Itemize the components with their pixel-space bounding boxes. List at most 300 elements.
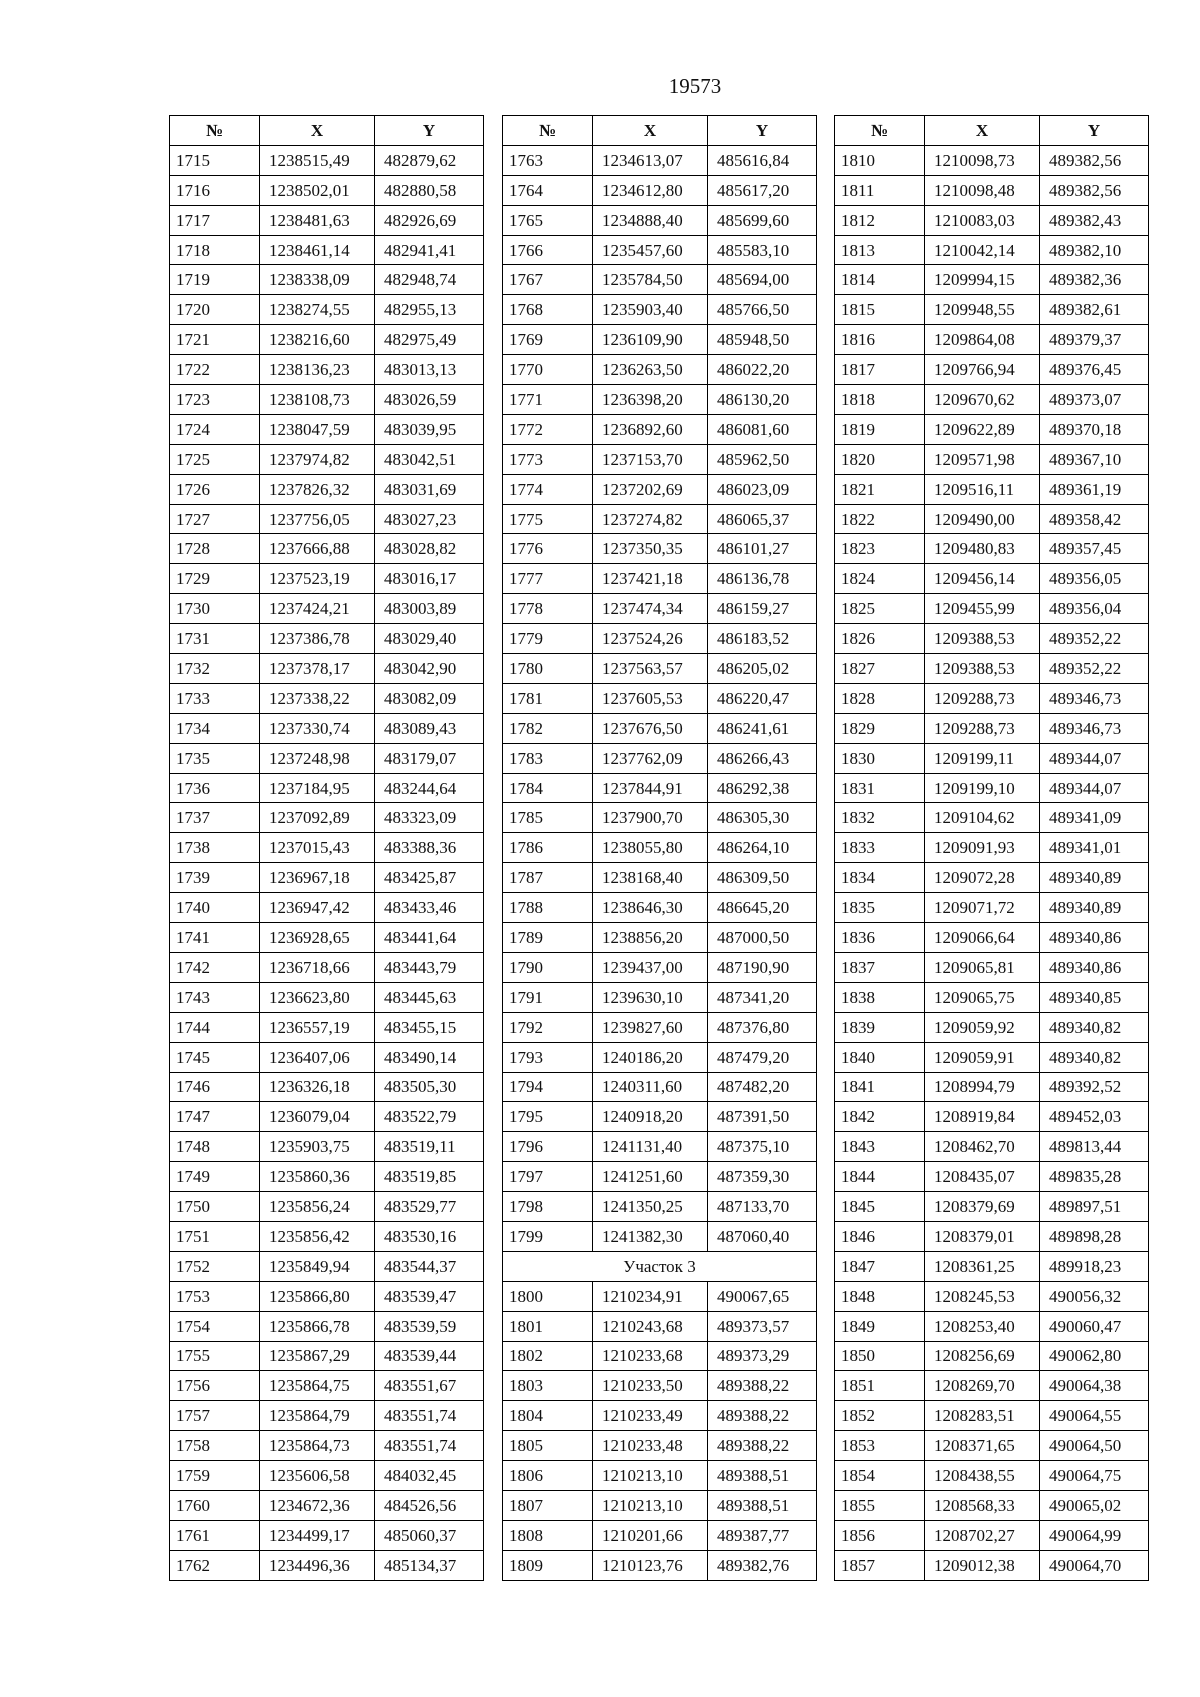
x-coordinate-cell: 1237666,88 [260,534,375,564]
y-coordinate-cell: 489382,43 [1040,205,1149,235]
y-coordinate-cell: 483522,79 [375,1102,484,1132]
y-coordinate-cell: 489388,22 [708,1401,817,1431]
point-number-cell: 1846 [835,1221,925,1251]
x-coordinate-cell: 1235849,94 [260,1251,375,1281]
x-coordinate-cell: 1237184,95 [260,773,375,803]
table-row [170,594,484,624]
x-coordinate-cell: 1236109,90 [593,325,708,355]
y-coordinate-cell: 489357,45 [1040,534,1149,564]
table-row [503,1072,817,1102]
table-row [835,1102,1149,1132]
x-coordinate-cell: 1237523,19 [260,564,375,594]
table-row [835,355,1149,385]
x-coordinate-cell: 1239827,60 [593,1012,708,1042]
y-coordinate-cell: 486159,27 [708,594,817,624]
x-coordinate-cell: 1209199,11 [925,743,1040,773]
table-row [835,1311,1149,1341]
x-coordinate-cell: 1209066,64 [925,923,1040,953]
y-coordinate-cell: 489382,61 [1040,295,1149,325]
x-coordinate-cell: 1208379,01 [925,1221,1040,1251]
y-coordinate-cell: 483529,77 [375,1192,484,1222]
y-coordinate-cell: 482941,41 [375,235,484,265]
table-row [170,923,484,953]
y-coordinate-cell: 489352,22 [1040,654,1149,684]
table-row [835,713,1149,743]
point-number-cell: 1753 [170,1281,260,1311]
table-row [170,474,484,504]
x-coordinate-cell: 1209388,53 [925,624,1040,654]
y-coordinate-cell: 489341,09 [1040,803,1149,833]
y-coordinate-cell: 487359,30 [708,1162,817,1192]
point-number-cell: 1806 [503,1461,593,1491]
table-row [503,1550,817,1580]
point-number-cell: 1749 [170,1162,260,1192]
table-row [170,1251,484,1281]
y-coordinate-cell: 489388,22 [708,1371,817,1401]
table-row [835,1012,1149,1042]
x-coordinate-cell: 1209948,55 [925,295,1040,325]
y-coordinate-cell: 483530,16 [375,1221,484,1251]
y-coordinate-cell: 484526,56 [375,1490,484,1520]
table-row [835,295,1149,325]
header-x: X [260,116,375,146]
x-coordinate-cell: 1235457,60 [593,235,708,265]
point-number-cell: 1819 [835,414,925,444]
point-number-cell: 1814 [835,265,925,295]
table-row [503,1012,817,1042]
table-row [170,1102,484,1132]
x-coordinate-cell: 1235903,75 [260,1132,375,1162]
x-coordinate-cell: 1209670,62 [925,385,1040,415]
x-coordinate-cell: 1210233,50 [593,1371,708,1401]
x-coordinate-cell: 1237378,17 [260,654,375,684]
x-coordinate-cell: 1238216,60 [260,325,375,355]
table-row [170,982,484,1012]
table-row [835,1132,1149,1162]
table-row [835,654,1149,684]
y-coordinate-cell: 489361,19 [1040,474,1149,504]
y-coordinate-cell: 489370,18 [1040,414,1149,444]
y-coordinate-cell: 489387,77 [708,1520,817,1550]
table-row [170,175,484,205]
point-number-cell: 1841 [835,1072,925,1102]
point-number-cell: 1805 [503,1431,593,1461]
y-coordinate-cell: 489382,76 [708,1550,817,1580]
x-coordinate-cell: 1237386,78 [260,624,375,654]
y-coordinate-cell: 486305,30 [708,803,817,833]
table-row [170,1520,484,1550]
point-number-cell: 1802 [503,1341,593,1371]
table-row [835,175,1149,205]
y-coordinate-cell: 486081,60 [708,414,817,444]
y-coordinate-cell: 489367,10 [1040,444,1149,474]
y-coordinate-cell: 486309,50 [708,863,817,893]
table-row [835,1281,1149,1311]
table-row [835,534,1149,564]
x-coordinate-cell: 1238338,09 [260,265,375,295]
x-coordinate-cell: 1208462,70 [925,1132,1040,1162]
y-coordinate-cell: 485699,60 [708,205,817,235]
table-row [503,295,817,325]
x-coordinate-cell: 1208256,69 [925,1341,1040,1371]
point-number-cell: 1821 [835,474,925,504]
table-row [170,385,484,415]
point-number-cell: 1746 [170,1072,260,1102]
y-coordinate-cell: 482955,13 [375,295,484,325]
point-number-cell: 1799 [503,1221,593,1251]
point-number-cell: 1751 [170,1221,260,1251]
table-row [835,1221,1149,1251]
y-coordinate-cell: 487479,20 [708,1042,817,1072]
y-coordinate-cell: 487375,10 [708,1132,817,1162]
y-coordinate-cell: 486101,27 [708,534,817,564]
x-coordinate-cell: 1210213,10 [593,1461,708,1491]
x-coordinate-cell: 1235864,79 [260,1401,375,1431]
point-number-cell: 1778 [503,594,593,624]
x-coordinate-cell: 1209059,91 [925,1042,1040,1072]
x-coordinate-cell: 1210213,10 [593,1490,708,1520]
y-coordinate-cell: 483539,47 [375,1281,484,1311]
table-row [170,1012,484,1042]
point-number-cell: 1733 [170,683,260,713]
point-number-cell: 1788 [503,893,593,923]
table-row [503,624,817,654]
table-row [170,414,484,444]
table-row [835,683,1149,713]
y-coordinate-cell: 483039,95 [375,414,484,444]
point-number-cell: 1831 [835,773,925,803]
y-coordinate-cell: 486023,09 [708,474,817,504]
table-row [835,1401,1149,1431]
table-row [835,414,1149,444]
x-coordinate-cell: 1237826,32 [260,474,375,504]
table-row [170,893,484,923]
y-coordinate-cell: 485948,50 [708,325,817,355]
y-coordinate-cell: 486292,38 [708,773,817,803]
point-number-cell: 1830 [835,743,925,773]
x-coordinate-cell: 1236407,06 [260,1042,375,1072]
y-coordinate-cell: 483551,74 [375,1401,484,1431]
table-row [170,683,484,713]
table-row [835,325,1149,355]
point-number-cell: 1801 [503,1311,593,1341]
point-number-cell: 1740 [170,893,260,923]
x-coordinate-cell: 1235903,40 [593,295,708,325]
y-coordinate-cell: 489346,73 [1040,683,1149,713]
x-coordinate-cell: 1210083,03 [925,205,1040,235]
table-row [835,803,1149,833]
point-number-cell: 1838 [835,982,925,1012]
table-row [503,1461,817,1491]
table-row [170,325,484,355]
point-number-cell: 1794 [503,1072,593,1102]
point-number-cell: 1840 [835,1042,925,1072]
y-coordinate-cell: 489392,52 [1040,1072,1149,1102]
point-number-cell: 1761 [170,1520,260,1550]
point-number-cell: 1717 [170,205,260,235]
x-coordinate-cell: 1210042,14 [925,235,1040,265]
table-row [503,803,817,833]
x-coordinate-cell: 1210201,66 [593,1520,708,1550]
x-coordinate-cell: 1237202,69 [593,474,708,504]
x-coordinate-cell: 1236892,60 [593,414,708,444]
point-number-cell: 1772 [503,414,593,444]
point-number-cell: 1758 [170,1431,260,1461]
point-number-cell: 1735 [170,743,260,773]
y-coordinate-cell: 483027,23 [375,504,484,534]
x-coordinate-cell: 1235856,24 [260,1192,375,1222]
point-number-cell: 1731 [170,624,260,654]
table-row [835,952,1149,982]
table-row [503,1311,817,1341]
point-number-cell: 1791 [503,982,593,1012]
table-row [503,1042,817,1072]
table-row [170,1221,484,1251]
y-coordinate-cell: 485616,84 [708,145,817,175]
y-coordinate-cell: 485766,50 [708,295,817,325]
table-row [835,1072,1149,1102]
point-number-cell: 1837 [835,952,925,982]
point-number-cell: 1726 [170,474,260,504]
table-row [170,624,484,654]
x-coordinate-cell: 1235866,78 [260,1311,375,1341]
x-coordinate-cell: 1209012,38 [925,1550,1040,1580]
point-number-cell: 1820 [835,444,925,474]
table-row [170,773,484,803]
coordinates-table-1 [169,115,484,1581]
y-coordinate-cell: 486065,37 [708,504,817,534]
table-row [170,1192,484,1222]
table-row [503,594,817,624]
y-coordinate-cell: 483016,17 [375,564,484,594]
table-row [503,1401,817,1431]
x-coordinate-cell: 1238108,73 [260,385,375,415]
table-header-row [835,116,1149,146]
x-coordinate-cell: 1236928,65 [260,923,375,953]
table-row [503,863,817,893]
x-coordinate-cell: 1237274,82 [593,504,708,534]
x-coordinate-cell: 1209864,08 [925,325,1040,355]
x-coordinate-cell: 1237756,05 [260,504,375,534]
y-coordinate-cell: 483179,07 [375,743,484,773]
x-coordinate-cell: 1236398,20 [593,385,708,415]
page-number: 19573 [668,74,722,98]
y-coordinate-cell: 483539,59 [375,1311,484,1341]
point-number-cell: 1767 [503,265,593,295]
table-row [503,504,817,534]
x-coordinate-cell: 1210243,68 [593,1311,708,1341]
y-coordinate-cell: 486205,02 [708,654,817,684]
point-number-cell: 1796 [503,1132,593,1162]
x-coordinate-cell: 1236079,04 [260,1102,375,1132]
x-coordinate-cell: 1237153,70 [593,444,708,474]
point-number-cell: 1766 [503,235,593,265]
table-row [835,1371,1149,1401]
table-row [835,564,1149,594]
y-coordinate-cell: 485962,50 [708,444,817,474]
point-number-cell: 1823 [835,534,925,564]
y-coordinate-cell: 489356,05 [1040,564,1149,594]
y-coordinate-cell: 482880,58 [375,175,484,205]
table-row [835,743,1149,773]
section-title: Участок 3 [503,1251,817,1281]
y-coordinate-cell: 483042,51 [375,444,484,474]
point-number-cell: 1723 [170,385,260,415]
point-number-cell: 1827 [835,654,925,684]
point-number-cell: 1736 [170,773,260,803]
point-number-cell: 1769 [503,325,593,355]
table-row [503,265,817,295]
table-row [835,1192,1149,1222]
table-row [170,654,484,684]
x-coordinate-cell: 1240186,20 [593,1042,708,1072]
table-row [503,205,817,235]
y-coordinate-cell: 486022,20 [708,355,817,385]
y-coordinate-cell: 486130,20 [708,385,817,415]
point-number-cell: 1739 [170,863,260,893]
y-coordinate-cell: 489918,23 [1040,1251,1149,1281]
table-row [835,235,1149,265]
table-row [835,444,1149,474]
y-coordinate-cell: 483042,90 [375,654,484,684]
table-row [503,1431,817,1461]
x-coordinate-cell: 1237350,35 [593,534,708,564]
point-number-cell: 1795 [503,1102,593,1132]
point-number-cell: 1848 [835,1281,925,1311]
table-row [503,1132,817,1162]
y-coordinate-cell: 489340,82 [1040,1012,1149,1042]
point-number-cell: 1774 [503,474,593,504]
point-number-cell: 1759 [170,1461,260,1491]
y-coordinate-cell: 486220,47 [708,683,817,713]
x-coordinate-cell: 1235864,73 [260,1431,375,1461]
x-coordinate-cell: 1209994,15 [925,265,1040,295]
point-number-cell: 1817 [835,355,925,385]
x-coordinate-cell: 1238502,01 [260,175,375,205]
y-coordinate-cell: 487341,20 [708,982,817,1012]
table-header-row [170,116,484,146]
point-number-cell: 1855 [835,1490,925,1520]
x-coordinate-cell: 1237605,53 [593,683,708,713]
y-coordinate-cell: 486136,78 [708,564,817,594]
table-row [503,1520,817,1550]
table-row [170,1072,484,1102]
table-row [170,1550,484,1580]
y-coordinate-cell: 489897,51 [1040,1192,1149,1222]
x-coordinate-cell: 1237974,82 [260,444,375,474]
header-number: № [835,116,925,146]
x-coordinate-cell: 1208371,65 [925,1431,1040,1461]
point-number-cell: 1842 [835,1102,925,1132]
table-row [835,594,1149,624]
x-coordinate-cell: 1208919,84 [925,1102,1040,1132]
x-coordinate-cell: 1236718,66 [260,952,375,982]
y-coordinate-cell: 489356,04 [1040,594,1149,624]
x-coordinate-cell: 1208994,79 [925,1072,1040,1102]
table-row [503,474,817,504]
point-number-cell: 1728 [170,534,260,564]
y-coordinate-cell: 489382,10 [1040,235,1149,265]
x-coordinate-cell: 1208438,55 [925,1461,1040,1491]
point-number-cell: 1822 [835,504,925,534]
x-coordinate-cell: 1238055,80 [593,833,708,863]
point-number-cell: 1755 [170,1341,260,1371]
point-number-cell: 1747 [170,1102,260,1132]
table-row [170,1311,484,1341]
y-coordinate-cell: 485583,10 [708,235,817,265]
point-number-cell: 1734 [170,713,260,743]
x-coordinate-cell: 1236326,18 [260,1072,375,1102]
y-coordinate-cell: 483443,79 [375,952,484,982]
y-coordinate-cell: 489373,57 [708,1311,817,1341]
y-coordinate-cell: 489346,73 [1040,713,1149,743]
y-coordinate-cell: 487190,90 [708,952,817,982]
y-coordinate-cell: 489813,44 [1040,1132,1149,1162]
y-coordinate-cell: 483445,63 [375,982,484,1012]
header-x: X [593,116,708,146]
point-number-cell: 1743 [170,982,260,1012]
point-number-cell: 1797 [503,1162,593,1192]
y-coordinate-cell: 489341,01 [1040,833,1149,863]
x-coordinate-cell: 1241382,30 [593,1221,708,1251]
point-number-cell: 1813 [835,235,925,265]
x-coordinate-cell: 1238047,59 [260,414,375,444]
table-row [503,385,817,415]
y-coordinate-cell: 490064,38 [1040,1371,1149,1401]
y-coordinate-cell: 483082,09 [375,683,484,713]
x-coordinate-cell: 1237092,89 [260,803,375,833]
coordinates-table-3 [834,115,1149,1581]
point-number-cell: 1811 [835,175,925,205]
x-coordinate-cell: 1238168,40 [593,863,708,893]
y-coordinate-cell: 490065,02 [1040,1490,1149,1520]
point-number-cell: 1793 [503,1042,593,1072]
y-coordinate-cell: 489340,89 [1040,893,1149,923]
y-coordinate-cell: 484032,45 [375,1461,484,1491]
x-coordinate-cell: 1210098,48 [925,175,1040,205]
x-coordinate-cell: 1208568,33 [925,1490,1040,1520]
x-coordinate-cell: 1236967,18 [260,863,375,893]
y-coordinate-cell: 490064,55 [1040,1401,1149,1431]
x-coordinate-cell: 1209288,73 [925,713,1040,743]
point-number-cell: 1825 [835,594,925,624]
x-coordinate-cell: 1209480,83 [925,534,1040,564]
point-number-cell: 1764 [503,175,593,205]
point-number-cell: 1773 [503,444,593,474]
point-number-cell: 1815 [835,295,925,325]
y-coordinate-cell: 483551,74 [375,1431,484,1461]
x-coordinate-cell: 1238646,30 [593,893,708,923]
point-number-cell: 1716 [170,175,260,205]
point-number-cell: 1781 [503,683,593,713]
y-coordinate-cell: 487000,50 [708,923,817,953]
y-coordinate-cell: 490060,47 [1040,1311,1149,1341]
x-coordinate-cell: 1209199,10 [925,773,1040,803]
point-number-cell: 1756 [170,1371,260,1401]
y-coordinate-cell: 487060,40 [708,1221,817,1251]
y-coordinate-cell: 487133,70 [708,1192,817,1222]
point-number-cell: 1742 [170,952,260,982]
table-row [170,444,484,474]
table-row [170,1042,484,1072]
x-coordinate-cell: 1209516,11 [925,474,1040,504]
x-coordinate-cell: 1209455,99 [925,594,1040,624]
x-coordinate-cell: 1237900,70 [593,803,708,833]
x-coordinate-cell: 1238136,23 [260,355,375,385]
x-coordinate-cell: 1241251,60 [593,1162,708,1192]
point-number-cell: 1775 [503,504,593,534]
y-coordinate-cell: 487391,50 [708,1102,817,1132]
